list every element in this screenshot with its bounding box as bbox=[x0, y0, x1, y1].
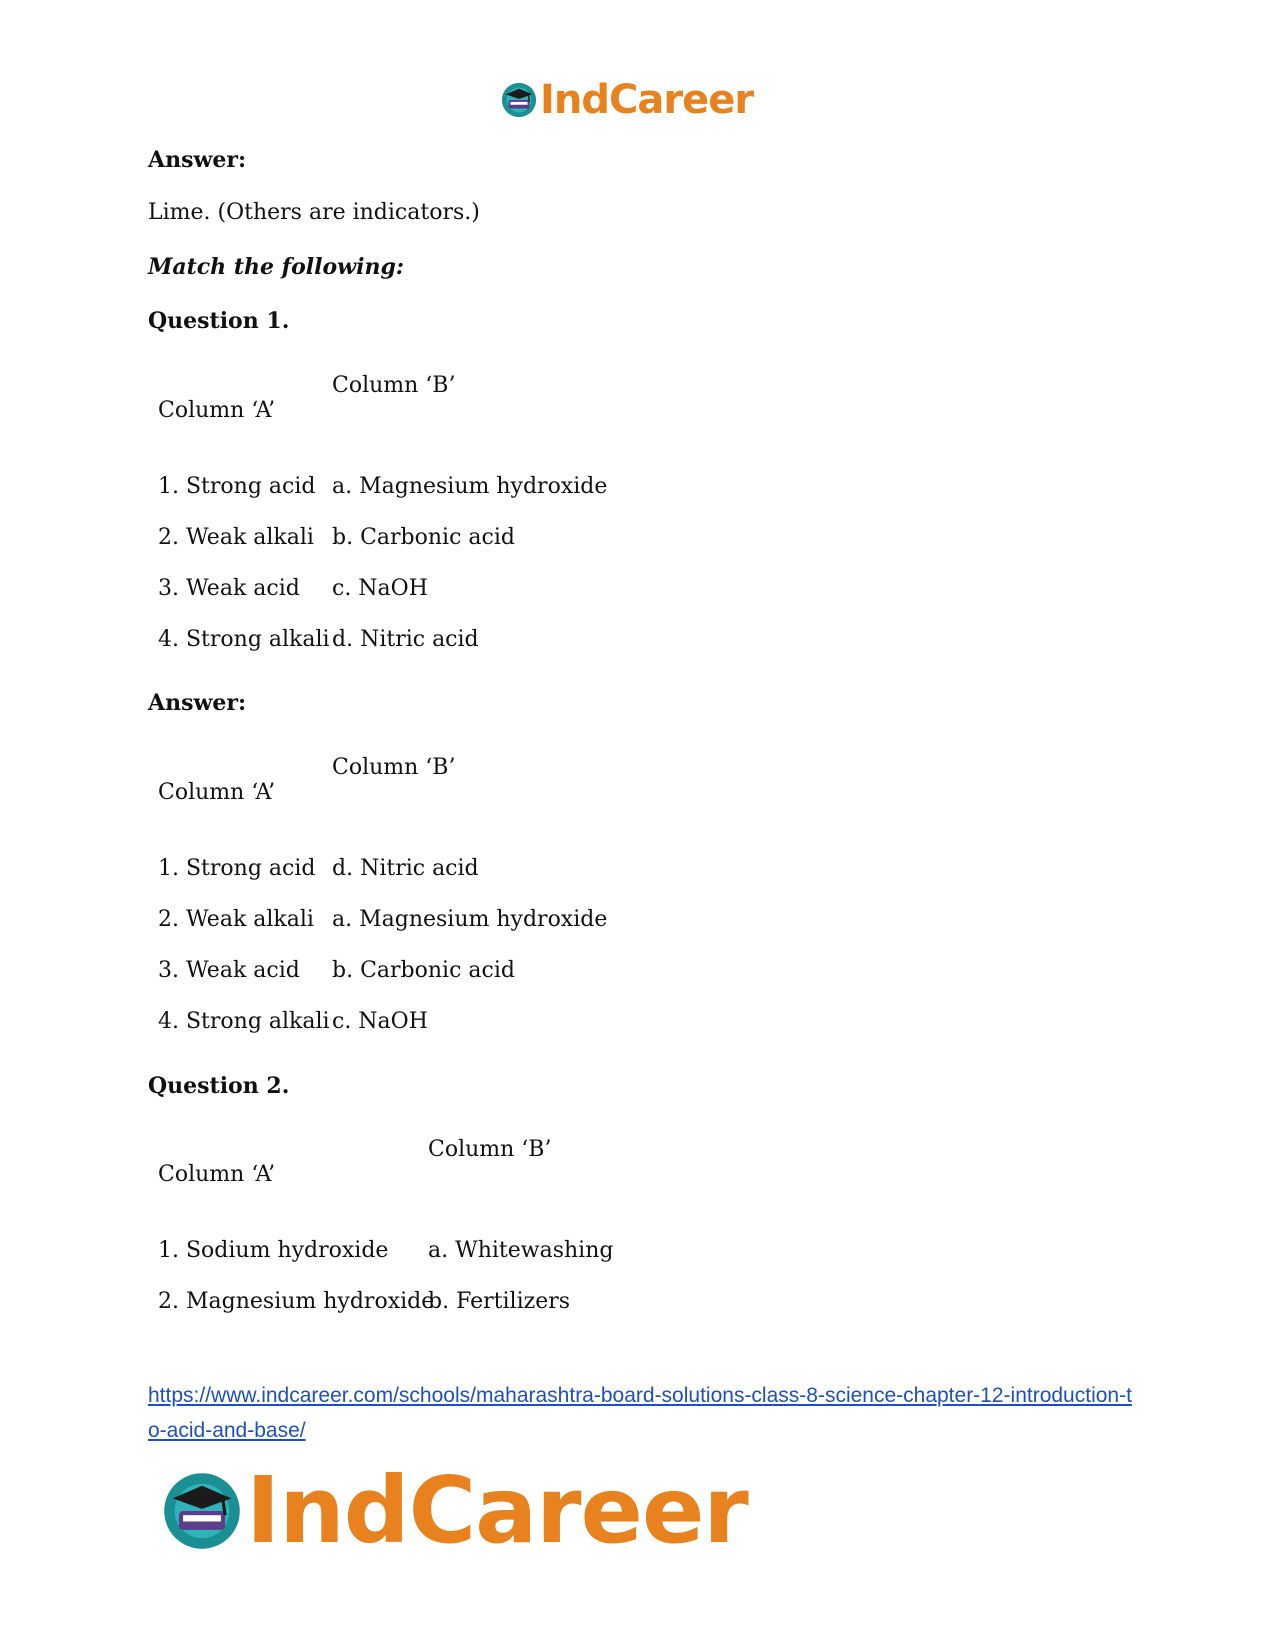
a1-row-2-a: 2. Weak alkali bbox=[158, 907, 314, 932]
q1-column-b-header: Column ‘B’ bbox=[332, 373, 456, 398]
graduation-globe-icon bbox=[500, 81, 538, 119]
answer-text: Lime. (Others are indicators.) bbox=[148, 200, 480, 225]
source-url-link[interactable]: https://www.indcareer.com/schools/maharashtra-board-solutions-class-8-science-chapter-12-introduction-to-acid-and-base/ bbox=[148, 1384, 1132, 1442]
q1-row-3-b: c. NaOH bbox=[332, 576, 428, 601]
question-2-heading: Question 2. bbox=[148, 1073, 290, 1099]
a1-column-b-header: Column ‘B’ bbox=[332, 755, 456, 780]
q1-row-1-b: a. Magnesium hydroxide bbox=[332, 474, 608, 499]
q2-row-2-b: b. Fertilizers bbox=[428, 1289, 571, 1314]
a1-row-1-a: 1. Strong acid bbox=[158, 856, 316, 881]
question-1-heading: Question 1. bbox=[148, 308, 290, 334]
q1-column-a-header: Column ‘A’ bbox=[158, 398, 276, 423]
a1-row-1-b: d. Nitric acid bbox=[332, 856, 479, 881]
a1-row-3-a: 3. Weak acid bbox=[158, 958, 300, 983]
logo-wordmark: IndCareer bbox=[540, 77, 754, 123]
q1-row-1-a: 1. Strong acid bbox=[158, 474, 316, 499]
q1-row-2-a: 2. Weak alkali bbox=[158, 525, 314, 550]
q1-row-4-b: d. Nitric acid bbox=[332, 627, 479, 652]
logo-wordmark: IndCareer bbox=[246, 1457, 748, 1564]
q2-row-1-b: a. Whitewashing bbox=[428, 1238, 614, 1263]
indcareer-logo-top bbox=[500, 77, 754, 123]
answer-1-heading: Answer: bbox=[148, 690, 247, 716]
q2-row-1-a: 1. Sodium hydroxide bbox=[158, 1238, 389, 1263]
a1-row-4-a: 4. Strong alkali bbox=[158, 1009, 330, 1034]
q1-row-2-b: b. Carbonic acid bbox=[332, 525, 515, 550]
section-heading: Match the following: bbox=[148, 254, 404, 280]
q1-row-4-a: 4. Strong alkali bbox=[158, 627, 330, 652]
a1-row-4-b: c. NaOH bbox=[332, 1009, 428, 1034]
q2-column-a-header: Column ‘A’ bbox=[158, 1162, 276, 1187]
a1-column-a-header: Column ‘A’ bbox=[158, 780, 276, 805]
q2-row-2-a: 2. Magnesium hydroxide bbox=[158, 1289, 435, 1314]
indcareer-logo-bottom bbox=[160, 1457, 748, 1564]
a1-row-2-b: a. Magnesium hydroxide bbox=[332, 907, 608, 932]
q1-row-3-a: 3. Weak acid bbox=[158, 576, 300, 601]
q2-column-b-header: Column ‘B’ bbox=[428, 1137, 552, 1162]
answer-heading: Answer: bbox=[148, 147, 247, 173]
graduation-globe-icon bbox=[160, 1469, 244, 1553]
a1-row-3-b: b. Carbonic acid bbox=[332, 958, 515, 983]
